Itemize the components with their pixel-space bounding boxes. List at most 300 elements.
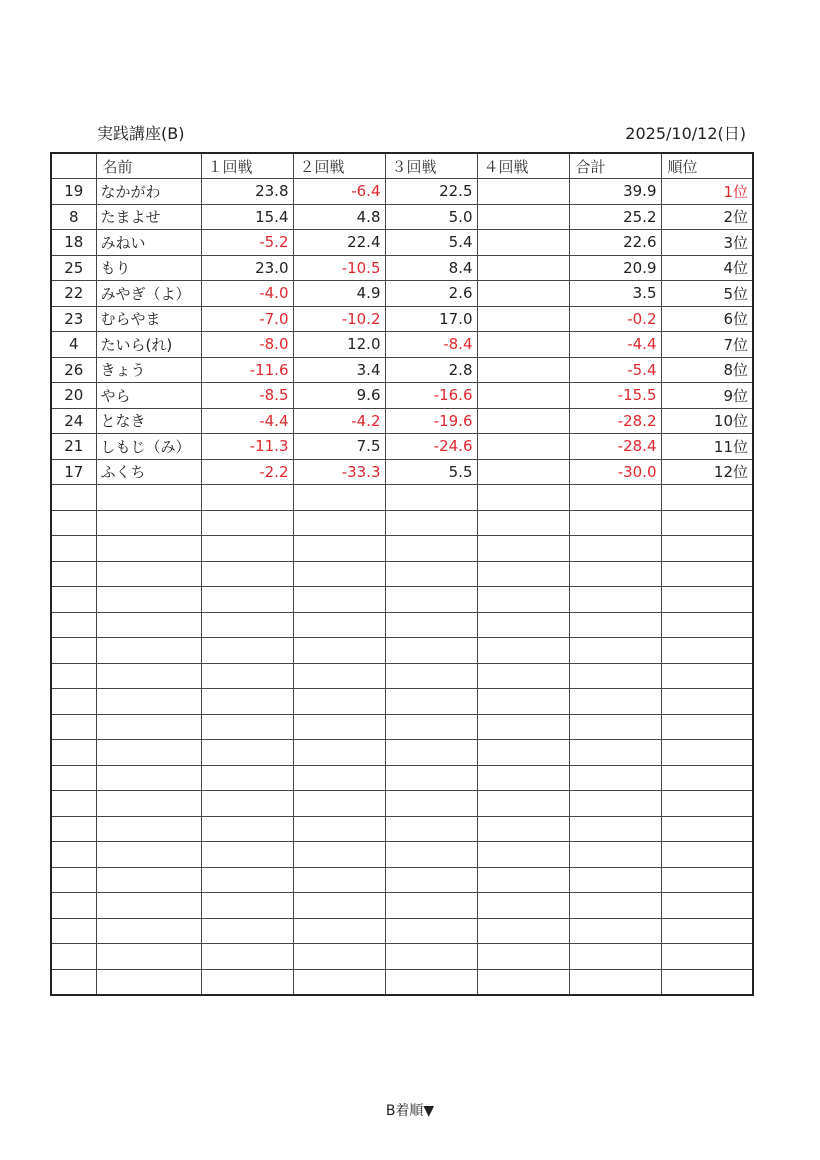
empty-cell <box>201 536 293 562</box>
empty-cell <box>96 944 201 970</box>
empty-cell <box>569 587 661 613</box>
cell-round-3: -24.6 <box>385 434 477 460</box>
empty-cell <box>385 969 477 995</box>
empty-cell <box>51 944 96 970</box>
empty-cell <box>96 740 201 766</box>
cell-round-4 <box>477 230 569 256</box>
cell-round-2: 22.4 <box>293 230 385 256</box>
empty-cell <box>293 612 385 638</box>
empty-cell <box>385 510 477 536</box>
empty-row <box>51 714 753 740</box>
empty-cell <box>293 740 385 766</box>
empty-cell <box>96 867 201 893</box>
empty-cell <box>51 842 96 868</box>
empty-row <box>51 791 753 817</box>
cell-rank: 11位 <box>661 434 753 460</box>
cell-name: たいら(れ) <box>96 332 201 358</box>
cell-name: ふくち <box>96 459 201 485</box>
cell-name: むらやま <box>96 306 201 332</box>
empty-cell <box>51 740 96 766</box>
empty-cell <box>201 740 293 766</box>
empty-cell <box>201 765 293 791</box>
empty-cell <box>293 510 385 536</box>
cell-round-2: 12.0 <box>293 332 385 358</box>
empty-cell <box>385 816 477 842</box>
empty-cell <box>201 714 293 740</box>
cell-rank: 1位 <box>661 179 753 205</box>
cell-name: となき <box>96 408 201 434</box>
cell-round-3: 17.0 <box>385 306 477 332</box>
empty-cell <box>661 510 753 536</box>
empty-cell <box>661 536 753 562</box>
cell-round-3: 5.0 <box>385 204 477 230</box>
empty-cell <box>96 765 201 791</box>
cell-total: 39.9 <box>569 179 661 205</box>
cell-no: 8 <box>51 204 96 230</box>
cell-rank: 5位 <box>661 281 753 307</box>
empty-cell <box>51 663 96 689</box>
empty-cell <box>661 638 753 664</box>
cell-total: 22.6 <box>569 230 661 256</box>
empty-cell <box>201 867 293 893</box>
header-round-4: ４回戦 <box>477 153 569 179</box>
empty-cell <box>51 561 96 587</box>
empty-cell <box>96 612 201 638</box>
cell-round-3: 5.5 <box>385 459 477 485</box>
empty-cell <box>293 485 385 511</box>
empty-row <box>51 842 753 868</box>
empty-cell <box>293 536 385 562</box>
empty-cell <box>661 944 753 970</box>
header-rank: 順位 <box>661 153 753 179</box>
cell-round-2: 4.8 <box>293 204 385 230</box>
empty-row <box>51 510 753 536</box>
empty-cell <box>477 510 569 536</box>
table-row <box>51 306 753 332</box>
empty-cell <box>569 663 661 689</box>
empty-cell <box>477 842 569 868</box>
cell-no: 26 <box>51 357 96 383</box>
cell-round-1: -5.2 <box>201 230 293 256</box>
cell-name: しもじ（み） <box>96 434 201 460</box>
empty-cell <box>477 944 569 970</box>
empty-cell <box>385 740 477 766</box>
empty-cell <box>477 765 569 791</box>
cell-round-2: -10.5 <box>293 255 385 281</box>
cell-name: やら <box>96 383 201 409</box>
empty-cell <box>661 689 753 715</box>
cell-no: 19 <box>51 179 96 205</box>
empty-cell <box>201 842 293 868</box>
empty-cell <box>51 765 96 791</box>
empty-cell <box>661 714 753 740</box>
empty-cell <box>96 510 201 536</box>
empty-cell <box>51 918 96 944</box>
empty-cell <box>201 944 293 970</box>
cell-round-1: 15.4 <box>201 204 293 230</box>
empty-cell <box>293 791 385 817</box>
cell-rank: 7位 <box>661 332 753 358</box>
empty-row <box>51 816 753 842</box>
empty-cell <box>293 867 385 893</box>
empty-cell <box>96 638 201 664</box>
empty-cell <box>293 816 385 842</box>
empty-row <box>51 612 753 638</box>
empty-cell <box>293 638 385 664</box>
empty-cell <box>96 536 201 562</box>
cell-round-2: -33.3 <box>293 459 385 485</box>
empty-cell <box>293 663 385 689</box>
cell-round-3: 5.4 <box>385 230 477 256</box>
header-total: 合計 <box>569 153 661 179</box>
empty-cell <box>293 765 385 791</box>
empty-cell <box>385 561 477 587</box>
empty-cell <box>569 689 661 715</box>
footer-label: B着順▼ <box>385 1103 435 1119</box>
empty-cell <box>201 816 293 842</box>
empty-cell <box>385 867 477 893</box>
table-row <box>51 230 753 256</box>
empty-cell <box>51 791 96 817</box>
cell-no: 21 <box>51 434 96 460</box>
table-row <box>51 459 753 485</box>
empty-cell <box>569 612 661 638</box>
table-row <box>51 255 753 281</box>
empty-cell <box>385 765 477 791</box>
empty-cell <box>661 816 753 842</box>
sheet-date: 2025/10/12(日) <box>625 124 746 143</box>
empty-cell <box>477 816 569 842</box>
empty-cell <box>477 485 569 511</box>
empty-cell <box>51 867 96 893</box>
empty-cell <box>385 663 477 689</box>
empty-cell <box>293 969 385 995</box>
header-round-2: ２回戦 <box>293 153 385 179</box>
cell-total: -4.4 <box>569 332 661 358</box>
empty-cell <box>51 969 96 995</box>
cell-no: 17 <box>51 459 96 485</box>
empty-cell <box>661 867 753 893</box>
empty-cell <box>96 561 201 587</box>
empty-cell <box>477 918 569 944</box>
empty-cell <box>201 893 293 919</box>
empty-cell <box>569 918 661 944</box>
empty-cell <box>385 842 477 868</box>
empty-cell <box>51 816 96 842</box>
cell-no: 22 <box>51 281 96 307</box>
empty-cell <box>569 816 661 842</box>
empty-cell <box>96 969 201 995</box>
cell-total: -28.4 <box>569 434 661 460</box>
score-table <box>50 152 754 996</box>
empty-cell <box>477 689 569 715</box>
empty-cell <box>201 485 293 511</box>
empty-cell <box>477 714 569 740</box>
empty-cell <box>569 536 661 562</box>
empty-row <box>51 485 753 511</box>
empty-row <box>51 536 753 562</box>
empty-cell <box>477 969 569 995</box>
empty-cell <box>51 485 96 511</box>
empty-cell <box>569 969 661 995</box>
empty-cell <box>96 842 201 868</box>
empty-cell <box>477 867 569 893</box>
cell-round-1: 23.0 <box>201 255 293 281</box>
cell-rank: 12位 <box>661 459 753 485</box>
cell-round-2: -6.4 <box>293 179 385 205</box>
cell-round-4 <box>477 281 569 307</box>
cell-round-1: -11.6 <box>201 357 293 383</box>
cell-round-4 <box>477 408 569 434</box>
empty-cell <box>201 587 293 613</box>
cell-total: -30.0 <box>569 459 661 485</box>
empty-cell <box>661 969 753 995</box>
cell-round-4 <box>477 204 569 230</box>
empty-cell <box>661 561 753 587</box>
empty-cell <box>569 561 661 587</box>
empty-cell <box>51 689 96 715</box>
header-round-3: ３回戦 <box>385 153 477 179</box>
empty-cell <box>477 536 569 562</box>
empty-row <box>51 663 753 689</box>
cell-round-4 <box>477 306 569 332</box>
empty-cell <box>96 714 201 740</box>
cell-round-4 <box>477 357 569 383</box>
empty-cell <box>661 918 753 944</box>
empty-row <box>51 740 753 766</box>
empty-cell <box>293 918 385 944</box>
cell-round-4 <box>477 255 569 281</box>
empty-cell <box>569 765 661 791</box>
empty-cell <box>477 663 569 689</box>
empty-cell <box>201 510 293 536</box>
table-row <box>51 383 753 409</box>
cell-round-4 <box>477 179 569 205</box>
empty-cell <box>569 638 661 664</box>
cell-rank: 4位 <box>661 255 753 281</box>
cell-total: -5.4 <box>569 357 661 383</box>
cell-no: 18 <box>51 230 96 256</box>
cell-round-3: 8.4 <box>385 255 477 281</box>
table-row <box>51 434 753 460</box>
empty-cell <box>293 587 385 613</box>
empty-cell <box>96 918 201 944</box>
cell-round-2: 3.4 <box>293 357 385 383</box>
header-round-1: １回戦 <box>201 153 293 179</box>
empty-cell <box>385 485 477 511</box>
cell-round-3: 2.6 <box>385 281 477 307</box>
empty-cell <box>96 485 201 511</box>
cell-round-4 <box>477 383 569 409</box>
empty-cell <box>569 867 661 893</box>
empty-cell <box>51 893 96 919</box>
cell-round-2: 7.5 <box>293 434 385 460</box>
empty-cell <box>477 791 569 817</box>
cell-round-4 <box>477 459 569 485</box>
empty-cell <box>201 561 293 587</box>
cell-total: -28.2 <box>569 408 661 434</box>
empty-cell <box>569 893 661 919</box>
empty-cell <box>661 740 753 766</box>
cell-name: たまよせ <box>96 204 201 230</box>
cell-total: 20.9 <box>569 255 661 281</box>
cell-rank: 6位 <box>661 306 753 332</box>
empty-cell <box>51 536 96 562</box>
empty-cell <box>569 791 661 817</box>
empty-cell <box>51 612 96 638</box>
cell-name: きょう <box>96 357 201 383</box>
cell-round-4 <box>477 434 569 460</box>
empty-cell <box>385 689 477 715</box>
empty-cell <box>96 663 201 689</box>
empty-cell <box>477 612 569 638</box>
empty-cell <box>201 791 293 817</box>
empty-cell <box>569 842 661 868</box>
cell-no: 4 <box>51 332 96 358</box>
empty-row <box>51 587 753 613</box>
empty-cell <box>51 638 96 664</box>
table-row <box>51 281 753 307</box>
empty-cell <box>661 663 753 689</box>
empty-row <box>51 689 753 715</box>
cell-round-3: 22.5 <box>385 179 477 205</box>
cell-round-3: -19.6 <box>385 408 477 434</box>
empty-cell <box>477 638 569 664</box>
cell-rank: 3位 <box>661 230 753 256</box>
cell-no: 23 <box>51 306 96 332</box>
cell-rank: 10位 <box>661 408 753 434</box>
cell-round-1: -4.4 <box>201 408 293 434</box>
empty-cell <box>201 612 293 638</box>
empty-cell <box>569 740 661 766</box>
cell-total: 25.2 <box>569 204 661 230</box>
empty-cell <box>51 587 96 613</box>
table-row <box>51 204 753 230</box>
header-no <box>51 153 96 179</box>
empty-row <box>51 893 753 919</box>
empty-row <box>51 765 753 791</box>
table-row <box>51 408 753 434</box>
empty-row <box>51 561 753 587</box>
table-body <box>51 179 753 995</box>
empty-cell <box>293 689 385 715</box>
sheet-title: 実践講座(B) <box>97 124 185 143</box>
empty-cell <box>51 714 96 740</box>
cell-round-1: -8.5 <box>201 383 293 409</box>
cell-name: なかがわ <box>96 179 201 205</box>
cell-no: 25 <box>51 255 96 281</box>
cell-name: みねい <box>96 230 201 256</box>
empty-row <box>51 918 753 944</box>
empty-row <box>51 944 753 970</box>
empty-cell <box>385 944 477 970</box>
cell-round-2: 4.9 <box>293 281 385 307</box>
cell-round-2: -4.2 <box>293 408 385 434</box>
empty-cell <box>385 893 477 919</box>
empty-row <box>51 969 753 995</box>
cell-round-4 <box>477 332 569 358</box>
cell-no: 20 <box>51 383 96 409</box>
empty-cell <box>385 536 477 562</box>
empty-cell <box>477 587 569 613</box>
table-row <box>51 332 753 358</box>
empty-row <box>51 638 753 664</box>
empty-cell <box>96 816 201 842</box>
empty-cell <box>201 638 293 664</box>
cell-round-3: -8.4 <box>385 332 477 358</box>
empty-cell <box>293 842 385 868</box>
empty-cell <box>201 663 293 689</box>
empty-cell <box>51 510 96 536</box>
empty-cell <box>293 893 385 919</box>
empty-cell <box>96 689 201 715</box>
empty-cell <box>293 944 385 970</box>
cell-round-2: -10.2 <box>293 306 385 332</box>
empty-cell <box>569 944 661 970</box>
table-row <box>51 179 753 205</box>
empty-cell <box>569 485 661 511</box>
header-row <box>51 153 753 179</box>
cell-round-1: -8.0 <box>201 332 293 358</box>
empty-cell <box>293 561 385 587</box>
empty-cell <box>661 791 753 817</box>
empty-cell <box>661 587 753 613</box>
cell-rank: 8位 <box>661 357 753 383</box>
empty-cell <box>661 842 753 868</box>
empty-cell <box>201 689 293 715</box>
header-name: 名前 <box>96 153 201 179</box>
cell-total: 3.5 <box>569 281 661 307</box>
empty-cell <box>96 893 201 919</box>
empty-cell <box>96 791 201 817</box>
empty-cell <box>477 561 569 587</box>
empty-cell <box>569 510 661 536</box>
empty-cell <box>96 587 201 613</box>
empty-cell <box>661 765 753 791</box>
cell-round-1: -7.0 <box>201 306 293 332</box>
empty-cell <box>661 612 753 638</box>
empty-cell <box>385 587 477 613</box>
cell-round-1: -2.2 <box>201 459 293 485</box>
empty-cell <box>201 918 293 944</box>
empty-cell <box>661 485 753 511</box>
empty-cell <box>385 714 477 740</box>
cell-rank: 2位 <box>661 204 753 230</box>
empty-cell <box>385 612 477 638</box>
table-row <box>51 357 753 383</box>
empty-cell <box>385 638 477 664</box>
cell-round-3: 2.8 <box>385 357 477 383</box>
cell-round-1: 23.8 <box>201 179 293 205</box>
empty-cell <box>385 791 477 817</box>
cell-name: もり <box>96 255 201 281</box>
cell-total: -15.5 <box>569 383 661 409</box>
cell-round-1: -4.0 <box>201 281 293 307</box>
cell-round-2: 9.6 <box>293 383 385 409</box>
cell-total: -0.2 <box>569 306 661 332</box>
cell-no: 24 <box>51 408 96 434</box>
empty-row <box>51 867 753 893</box>
cell-round-3: -16.6 <box>385 383 477 409</box>
empty-cell <box>569 714 661 740</box>
cell-rank: 9位 <box>661 383 753 409</box>
empty-cell <box>477 740 569 766</box>
empty-cell <box>477 893 569 919</box>
cell-name: みやぎ（よ） <box>96 281 201 307</box>
empty-cell <box>661 893 753 919</box>
empty-cell <box>293 714 385 740</box>
empty-cell <box>385 918 477 944</box>
